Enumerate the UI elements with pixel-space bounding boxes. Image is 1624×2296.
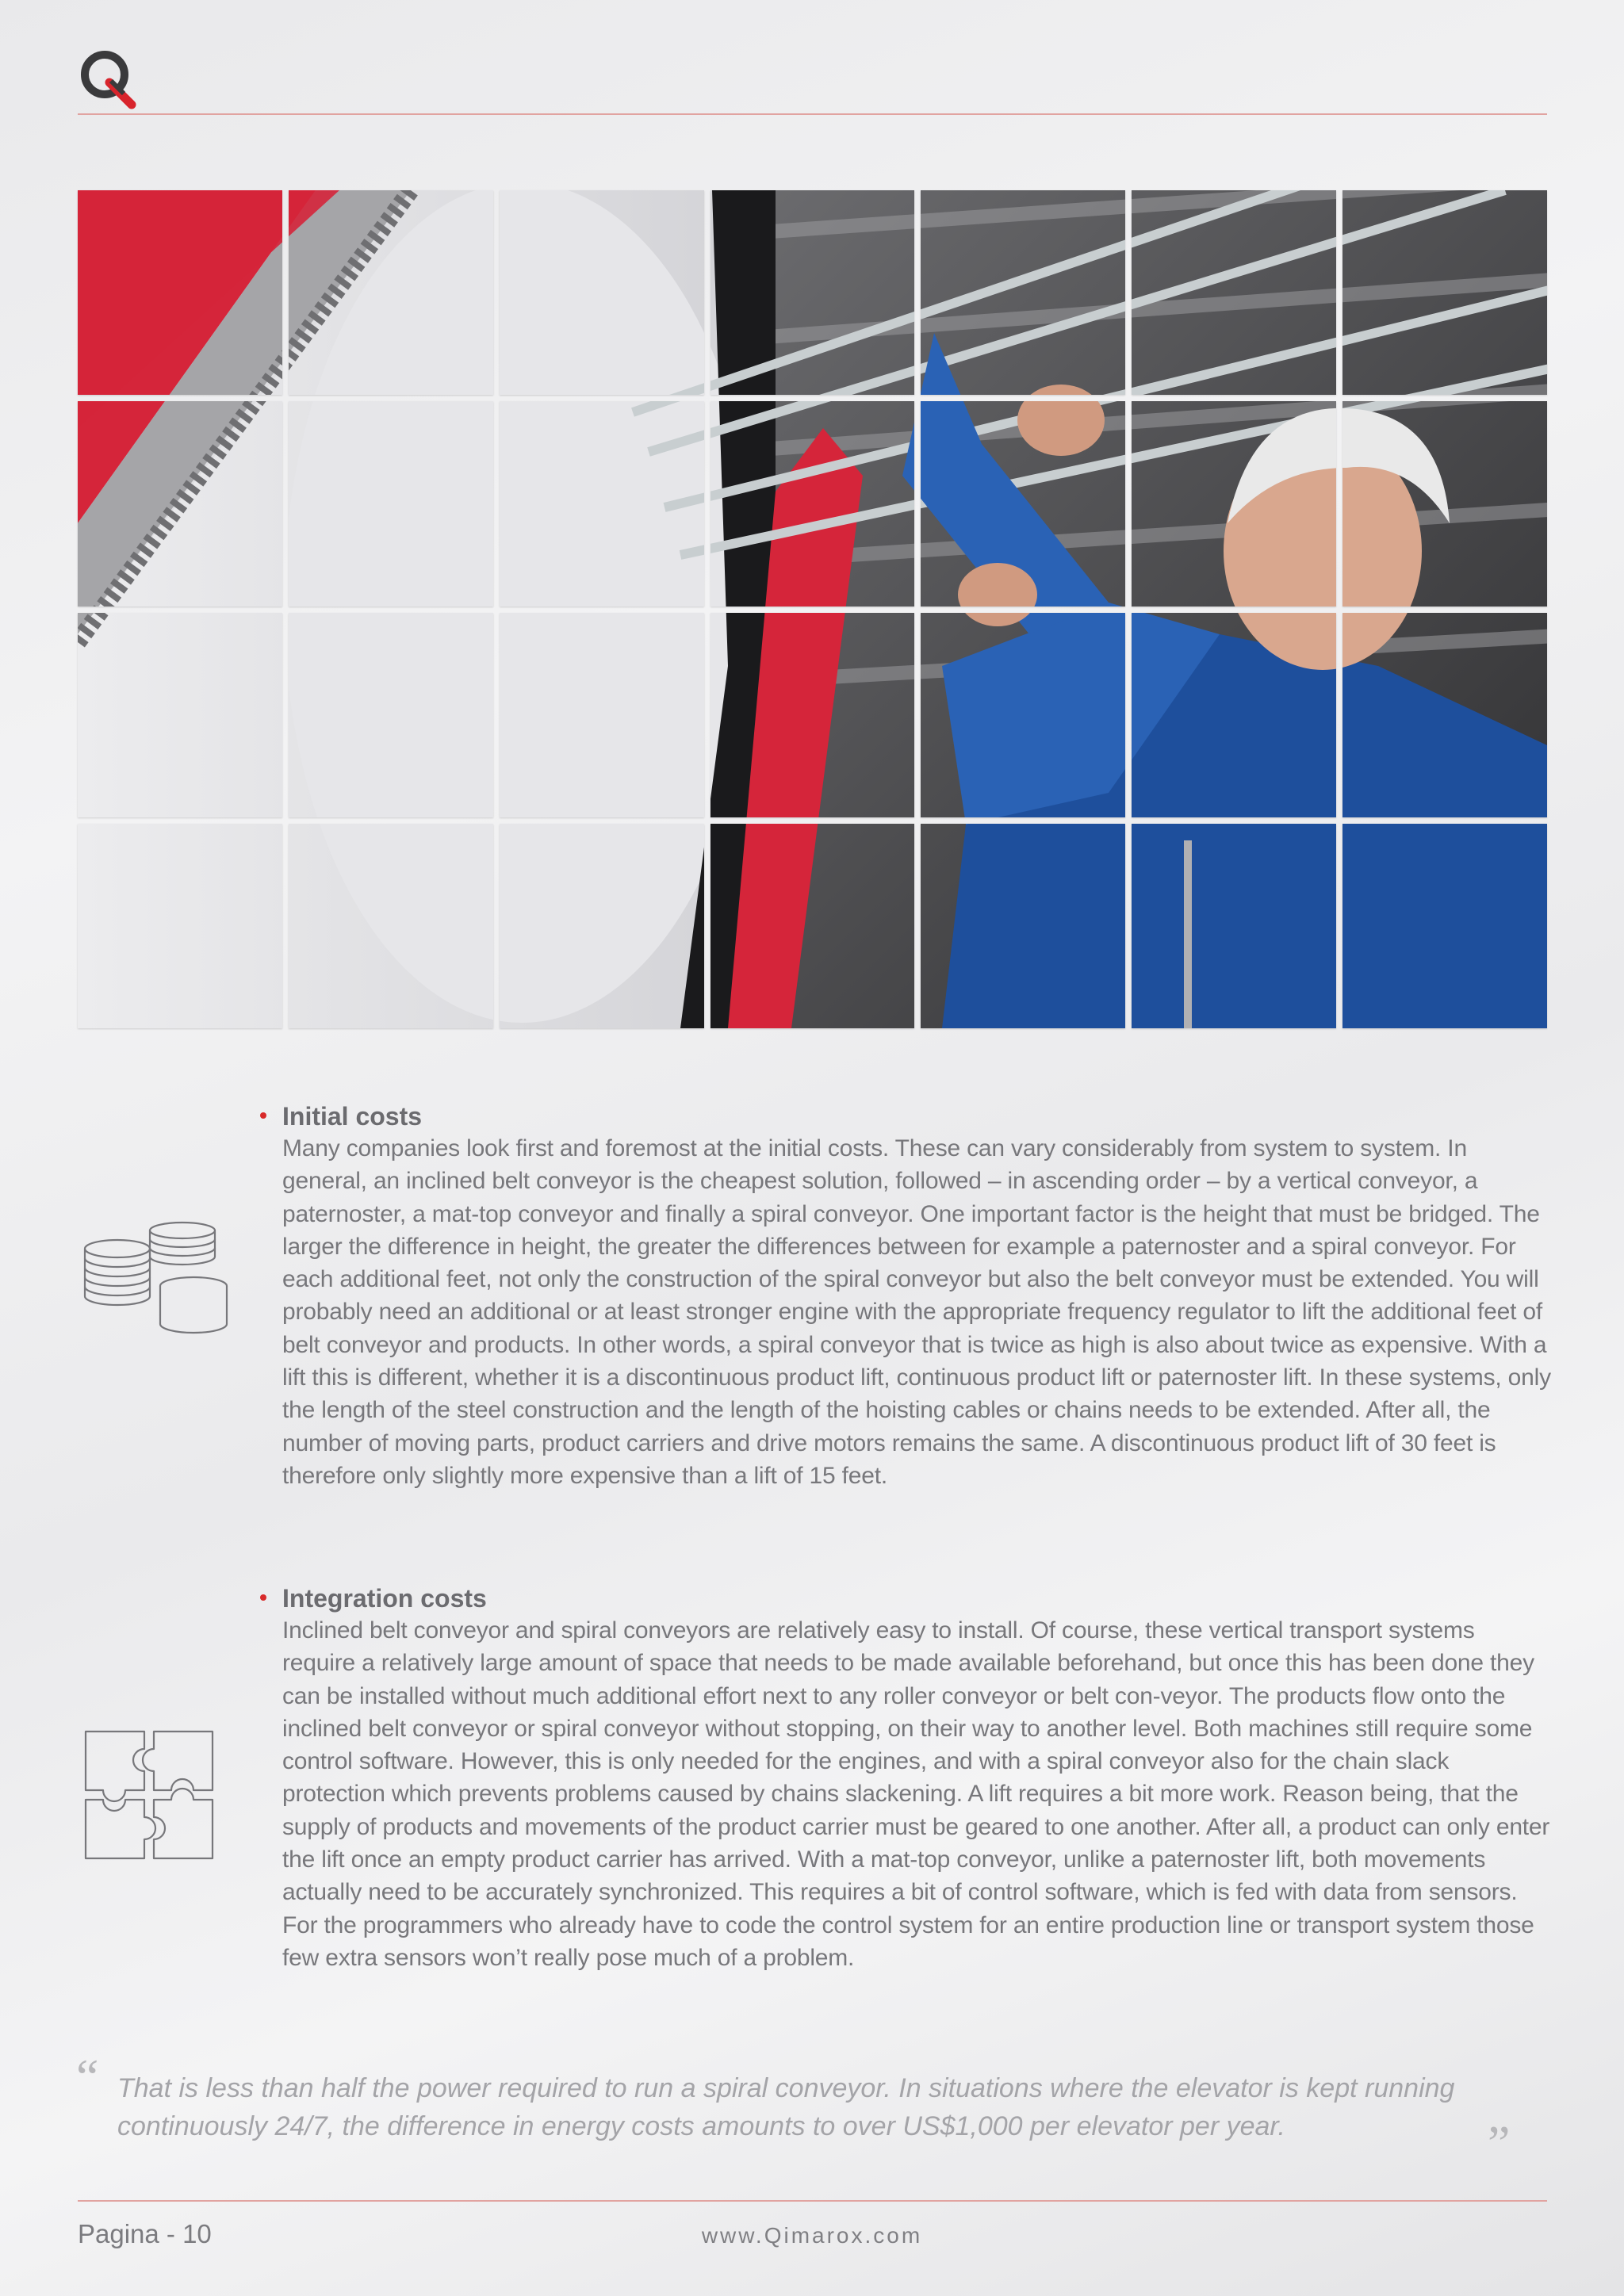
photo-tile [921, 824, 1125, 1028]
footer-divider [78, 2200, 1547, 2202]
photo-tile [289, 190, 493, 395]
section-bullet [260, 1112, 266, 1119]
puzzle-pieces-icon [82, 1728, 217, 1863]
quote-open-mark: “ [76, 2049, 99, 2105]
photo-tile [710, 824, 915, 1028]
photo-tile [710, 190, 915, 395]
photo-tile [710, 613, 915, 817]
qimarox-logo-icon [76, 46, 140, 109]
photo-tile [78, 190, 282, 395]
photo-tile [500, 613, 704, 817]
photo-tile [78, 824, 282, 1028]
photo-tile [289, 824, 493, 1028]
section-bullet [260, 1594, 266, 1601]
website-url[interactable]: www.Qimarox.com [701, 2223, 923, 2248]
header-divider [78, 113, 1547, 115]
section-body-initial-costs: Many companies look first and foremost at the initial costs. These can vary considerably from system to system. In general, an inclined belt conveyor is the cheapest solution, followed – in ascending order – by a vertical conveyor, a paternoster, a mat-top conveyor and finally a spiral conveyor. One important factor is the height that must be bridged. The larger the difference in height, the greater the differences between for example a paternoster and a spiral conveyor. For each additional feet, not only the construction of the spiral conveyor but also the belt conveyor must be extended. You will probably need an additional or at least stronger engine with the appropriate frequency regulator to lift the additional feet of belt conveyor and products. In other words, a spiral conveyor that is twice as high is also about twice as expensive. With a lift this is different, whether it is a discontinuous product lift, continuous product lift or paternoster lift. In these systems, only the length of the steel construction and the length of the hoisting cables or chains needs to be extended. After all, the number of moving parts, product carriers and drive motors remains the same. A discontinuous product lift of 30 feet is therefore only slightly more expensive than a lift of 15 feet. [282, 1135, 1551, 1489]
photo-tile [1342, 401, 1547, 606]
photo-tile [1342, 190, 1547, 395]
photo-tile [1132, 824, 1336, 1028]
photo-tile [1132, 401, 1336, 606]
photo-tile [78, 401, 282, 606]
photo-tile [289, 401, 493, 606]
photo-tile [500, 824, 704, 1028]
photo-tile [500, 190, 704, 395]
photo-tile [78, 613, 282, 817]
photo-tile [1342, 613, 1547, 817]
quote-close-mark: ” [1488, 2115, 1511, 2172]
photo-tile [1342, 824, 1547, 1028]
photo-tile [289, 613, 493, 817]
stacked-coins-icon [82, 1221, 230, 1364]
pull-quote: That is less than half the power required to run a spiral conveyor. In situations where the elevator is kept running continuously 24/7, the difference in energy costs amounts to over US$1,000 per elevator per year. [117, 2073, 1455, 2141]
conveyor-photo-mosaic [78, 190, 1547, 1028]
photo-tile [1132, 190, 1336, 395]
section-title-integration-costs: Integration costs [282, 1584, 487, 1613]
photo-tile [921, 613, 1125, 817]
page-number: Pagina - 10 [78, 2219, 212, 2248]
photo-tile [500, 401, 704, 606]
section-body-integration-costs: Inclined belt conveyor and spiral conveyors are relatively easy to install. Of course, these vertical transport systems require a relatively large amount of space that needs to be made available beforehand, but once this has been done they can be installed without much additional effort next to any roller conveyor or belt con-veyor. The products flow onto the inclined belt conveyor or spiral conveyor without stopping, on their way to another level. Both machines still require some control software. However, this is only needed for the engines, and with a spiral conveyor also for the chain slack protection which prevents problems caused by chains slackening. A lift requires a bit more work. Reason being, that the supply of products and movements of the product carrier must be geared to one another. After all, a product can only enter the lift once an empty product carrier has arrived. With a mat-top conveyor, unlike a paternoster lift, both movements actually need to be accurately synchronized. This requires a bit of control software, which is fed with data from sensors. For the programmers who already have to code the control system for an entire production line or transport system those few extra sensors won’t really pose much of a problem. [282, 1617, 1550, 1971]
photo-tile [1132, 613, 1336, 817]
photo-tile [921, 190, 1125, 395]
section-title-initial-costs: Initial costs [282, 1102, 423, 1131]
photo-tile [921, 401, 1125, 606]
photo-tile [710, 401, 915, 606]
